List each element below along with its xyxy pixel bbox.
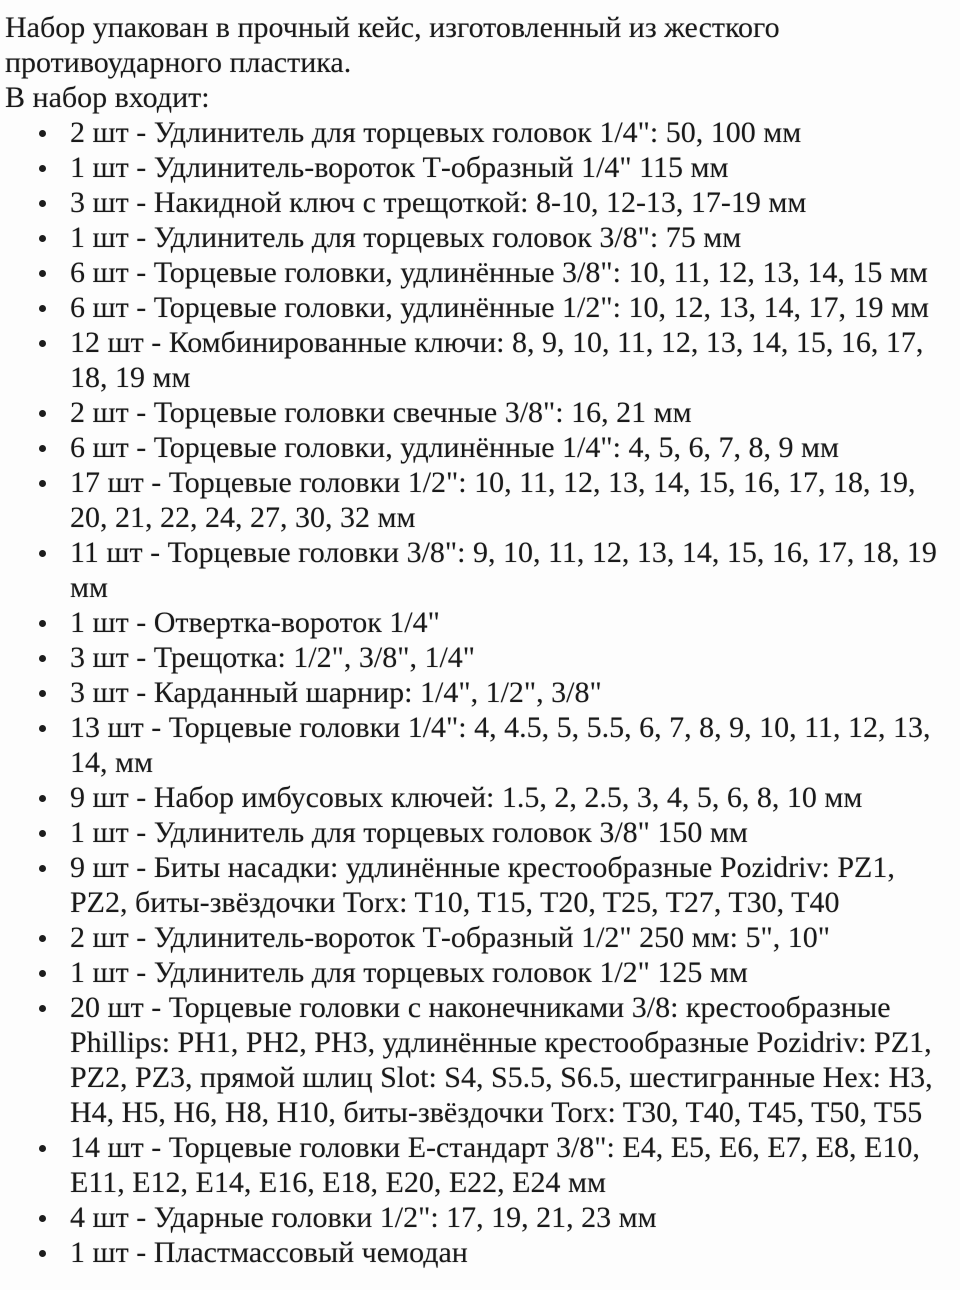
- list-item: 12 шт - Комбинированные ключи: 8, 9, 10, 11, 12, 13, 14, 15, 16, 17, 18, 19 мм: [70, 325, 946, 395]
- list-item: 4 шт - Ударные головки 1/2": 17, 19, 21, 23 мм: [70, 1200, 946, 1235]
- list-item: 6 шт - Торцевые головки, удлинённые 3/8": 10, 11, 12, 13, 14, 15 мм: [70, 255, 946, 290]
- list-item: 1 шт - Пластмассовый чемодан: [70, 1235, 946, 1270]
- list-item: 1 шт - Отвертка-вороток 1/4": [70, 605, 946, 640]
- intro-paragraph: Набор упакован в прочный кейс, изготовленный из жесткого противоударного пластика.: [5, 11, 780, 79]
- list-item: 14 шт - Торцевые головки Е-стандарт 3/8": E4, E5, E6, E7, E8, E10, E11, E12, E14, E16, E18, E20, E22, E24 мм: [70, 1130, 946, 1200]
- list-item: 20 шт - Торцевые головки с наконечниками 3/8: крестообразные Phillips: PH1, PH2, PH3, удлинённые крестообразные Pozidriv: PZ1, PZ2, PZ3, прямой шлиц Slot: S4, S5.5, S6.5, шестигранные Hex: H3, H4, H5, H6, H8, H10, биты-звёздочки Torx: T30, T40, T45, T50, T55: [70, 990, 946, 1130]
- list-item: 11 шт - Торцевые головки 3/8": 9, 10, 11, 12, 13, 14, 15, 16, 17, 18, 19 мм: [70, 535, 946, 605]
- list-heading: В набор входит:: [5, 81, 210, 114]
- list-item: 9 шт - Биты насадки: удлинённые крестообразные Pozidriv: PZ1, PZ2, биты-звёздочки Torx: T10, T15, T20, T25, T27, T30, T40: [70, 850, 946, 920]
- list-item: 6 шт - Торцевые головки, удлинённые 1/2": 10, 12, 13, 14, 17, 19 мм: [70, 290, 946, 325]
- list-item: 3 шт - Карданный шарнир: 1/4", 1/2", 3/8": [70, 675, 946, 710]
- list-item: 6 шт - Торцевые головки, удлинённые 1/4": 4, 5, 6, 7, 8, 9 мм: [70, 430, 946, 465]
- list-item: 1 шт - Удлинитель для торцевых головок 3/8" 150 мм: [70, 815, 946, 850]
- list-item: 1 шт - Удлинитель для торцевых головок 1/2" 125 мм: [70, 955, 946, 990]
- list-item: 2 шт - Удлинитель-вороток Т-образный 1/2" 250 мм: 5", 10": [70, 920, 946, 955]
- list-item: 2 шт - Удлинитель для торцевых головок 1/4": 50, 100 мм: [70, 115, 946, 150]
- list-item: 17 шт - Торцевые головки 1/2": 10, 11, 12, 13, 14, 15, 16, 17, 18, 19, 20, 21, 22, 24, 27, 30, 32 мм: [70, 465, 946, 535]
- list-item: 13 шт - Торцевые головки 1/4": 4, 4.5, 5, 5.5, 6, 7, 8, 9, 10, 11, 12, 13, 14, мм: [70, 710, 946, 780]
- list-item: 9 шт - Набор имбусовых ключей: 1.5, 2, 2.5, 3, 4, 5, 6, 8, 10 мм: [70, 780, 946, 815]
- list-item: 1 шт - Удлинитель для торцевых головок 3/8": 75 мм: [70, 220, 946, 255]
- kit-contents-list: [5, 115, 946, 1270]
- list-item: 3 шт - Трещотка: 1/2", 3/8", 1/4": [70, 640, 946, 675]
- list-item: 3 шт - Накидной ключ с трещоткой: 8-10, 12-13, 17-19 мм: [70, 185, 946, 220]
- list-item: 2 шт - Торцевые головки свечные 3/8": 16, 21 мм: [70, 395, 946, 430]
- list-item: 1 шт - Удлинитель-вороток Т-образный 1/4" 115 мм: [70, 150, 946, 185]
